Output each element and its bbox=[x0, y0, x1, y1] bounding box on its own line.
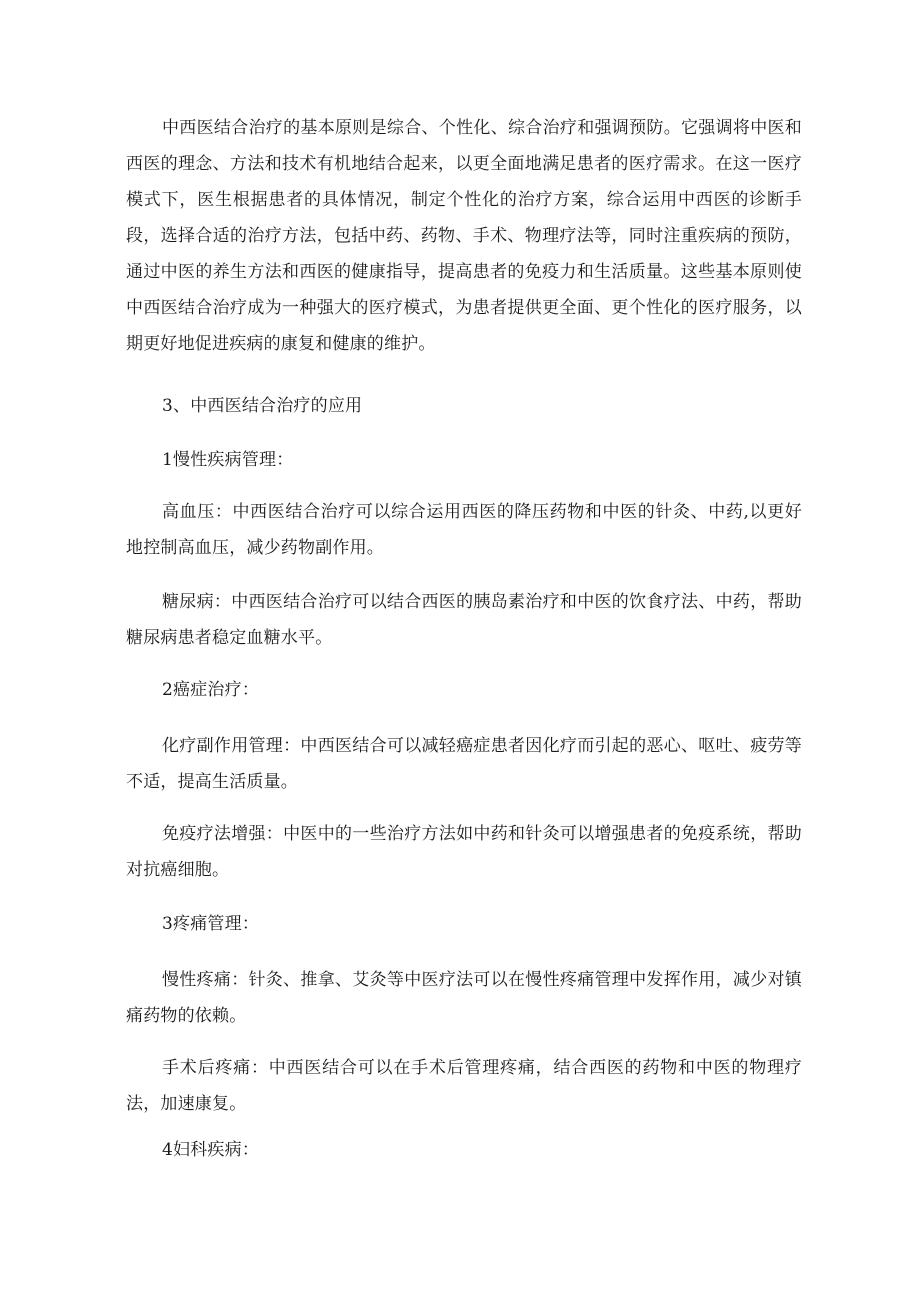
subsection-heading-pain: 3疼痛管理： bbox=[162, 914, 260, 934]
subsection-heading-gynecology: 4妇科疾病： bbox=[162, 1140, 260, 1160]
item-chronic-pain: 慢性疼痛：针灸、推拿、艾灸等中医疗法可以在慢性疼痛管理中发挥作用，减少对镇痛药物的依赖。 bbox=[126, 970, 802, 1026]
item-immunotherapy: 免疫疗法增强：中医中的一些治疗方法如中药和针灸可以增强患者的免疫系统，帮助对抗癌细胞。 bbox=[126, 824, 802, 880]
subsection-heading-cancer: 2癌症治疗： bbox=[162, 680, 260, 700]
item-postoperative-pain: 手术后疼痛：中西医结合可以在手术后管理疼痛，结合西医的药物和中医的物理疗法，加速康复。 bbox=[126, 1058, 802, 1114]
item-diabetes: 糖尿病：中西医结合治疗可以结合西医的胰岛素治疗和中医的饮食疗法、中药，帮助糖尿病患者稳定血糖水平。 bbox=[126, 592, 802, 648]
section-heading: 3、中西医结合治疗的应用 bbox=[162, 396, 363, 416]
subsection-heading-chronic: 1慢性疾病管理： bbox=[162, 450, 294, 470]
item-hypertension: 高血压：中西医结合治疗可以综合运用西医的降压药物和中医的针灸、中药,以更好地控制高血压，减少药物副作用。 bbox=[126, 502, 802, 558]
item-chemo-side-effects: 化疗副作用管理：中西医结合可以减轻癌症患者因化疗而引起的恶心、呕吐、疲劳等不适，提高生活质量。 bbox=[126, 736, 802, 792]
intro-paragraph: 中西医结合治疗的基本原则是综合、个性化、综合治疗和强调预防。它强调将中医和西医的理念、方法和技术有机地结合起来，以更全面地满足患者的医疗需求。在这一医疗模式下，医生根据患者的具体情况，制定个性化的治疗方案，综合运用中西医的诊断手段，选择合适的治疗方法，包括中药、药物、手术、物理疗法等，同时注重疾病的预防，通过中医的养生方法和西医的健康指导，提高患者的免疫力和生活质量。这些基本原则使中西医结合治疗成为一种强大的医疗模式，为患者提供更全面、更个性化的医疗服务，以期更好地促进疾病的康复和健康的维护。 bbox=[126, 118, 802, 354]
